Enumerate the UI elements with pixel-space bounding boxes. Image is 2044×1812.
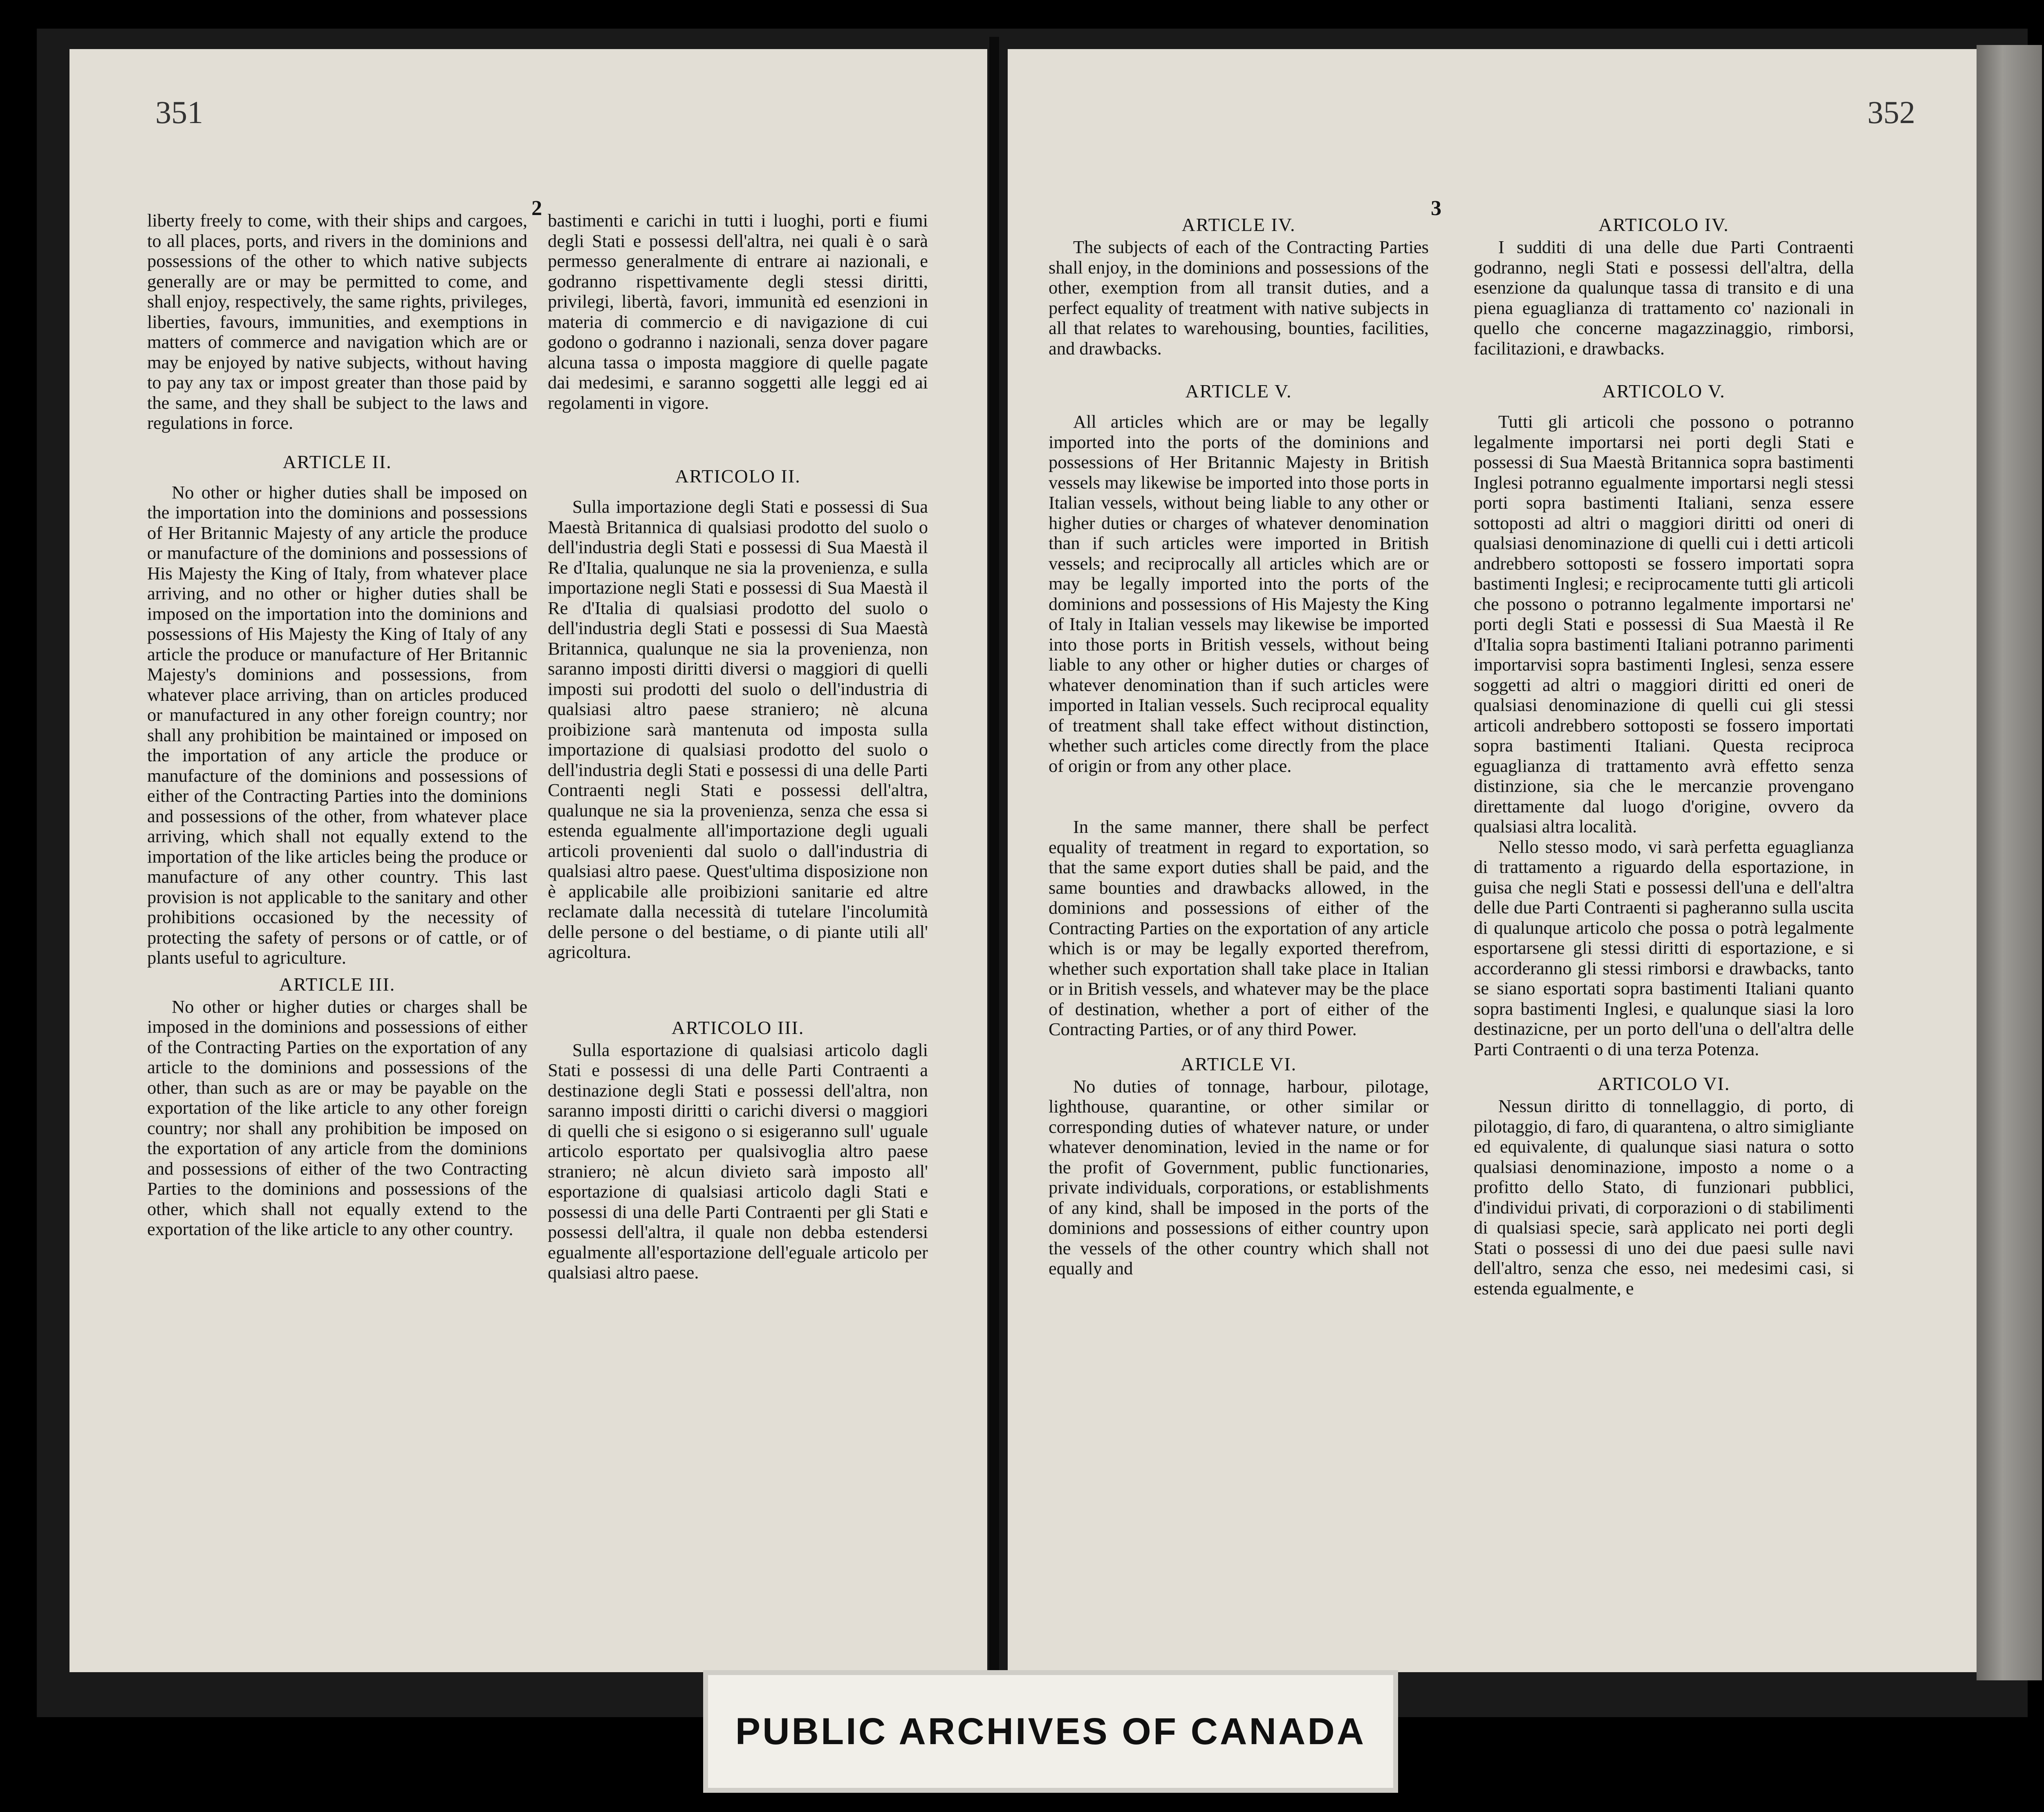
italian-article-vi-text: Nessun diritto di tonnellaggio, di porto, di pilotaggio, di faro, di quarantena, o altro simigliante ed equivalente, di qualunque siasi natura o sotto qualsiasi denominazione, imposto a nome o a profitto dello Stato, di funzionari pubblici, d'individui privati, di corporazioni o di stabilimenti di qualsiasi specie, sarà applicato nei porti degli Stati o possessi di uno dei due paesi sulle navi dell'altro, senza che esso, nei medesimi casi, si estenda egualmente, e [1474,1096,1854,1298]
italian-column-left [548,211,928,1283]
heading-articolo-iv: ARTICOLO IV. [1598,214,1729,235]
heading-articolo-iii: ARTICOLO III. [671,1017,805,1038]
heading-articolo-v: ARTICOLO V. [1602,381,1726,401]
heading-articolo-ii: ARTICOLO II. [675,466,801,487]
english-article-iv-text: The subjects of each of the Contracting Parties shall enjoy, in the dominions and possessions of the other, exemption from all transit duties, and a perfect equality of treatment with native subjects in all that relates to warehousing, bounties, facilities, and drawbacks. [1049,237,1429,359]
english-article-ii-text: No other or higher duties shall be imposed on the importation into the dominions and possessions of Her Britannic Majesty of any article the produce or manufacture of the dominions and possessions of His Majesty the King of Italy, from whatever place arriving, and no other or higher duties shall be imposed on the importation into the dominions and possessions of His Majesty the King of Italy of any article the produce or manufacture of Her Britannic Majesty's dominions and possessions, from whatever place arriving, than on articles produced or manufactured in any other foreign country; nor shall any prohibition be maintained or imposed on the importation of any article the produce or manufacture of the dominions and possessions of either of the Contracting Parties into the dominions and possessions of the other, from whatever place arriving, which shall not equally extend to the importation of the like articles being the produce or manufacture of any other country. This last provision is not applicable to the sanitary and other prohibitions occasioned by the necessity of protecting the safety of persons or of cattle, or of plants useful to agriculture. [147,482,527,968]
english-article-i-continued: liberty freely to come, with their ships and cargoes, to all places, ports, and rivers in the dominions and possessions of the other to which native subjects generally are or may be permitted to come, and shall enjoy, respectively, the same rights, privileges, liberties, favours, immunities, and exemptions in matters of commerce and navigation which are or may be enjoyed by native subjects, without having to pay any tax or impost greater than those paid by the same, and they shall be subject to the laws and regulations in force. [147,210,527,433]
heading-article-v: ARTICLE V. [1185,381,1292,401]
english-column-left [147,211,527,1240]
italian-article-iii-text: Sulla esportazione di qualsiasi articolo dagli Stati e possessi di una delle Parti Contraenti a destinazione degli Stati e possessi dell'altra, non saranno imposti diritti o carichi diversi o maggiori di quelli che si esigono o si esigeranno sull' uguale articolo esportato per qualsivoglia altro paese straniero; nè alcun divieto sarà imposto all' esportazione di qualsiasi articolo dagli Stati e possessi di una delle Parti Contraenti per gli Stati e possessi dell'altra, il quale non debba estendersi egualmente all'esportazione dell'eguale articolo per qualsiasi altro paese. [548,1039,928,1283]
italian-article-v-text-a: Tutti gli articoli che possono o potranno legalmente importarsi nei porti degli Stati e possessi di Sua Maestà Britannica sopra bastimenti Inglesi potranno egualmente importarsi negli stessi porti sopra bastimenti Italiani, senza essere sottoposti ad altri o maggiori diritti od oneri di qualsiasi denominazione di quelli cui i detti articoli andrebbero sottoposti se fossero importati sopra bastimenti Inglesi; e reciprocamente tutti gli articoli che possono o potranno legalmente importarsi ne' porti degli Stati e possessi di Sua Maestà il Re d'Italia sopra bastimenti Italiani potranno parimenti importarvisi sopra bastimenti Inglesi, senza essere soggetti ad altri o maggiori diritti ed oneri de qualsiasi denominazione di quelli cui gli stessi articoli andrebbero sottoposti se fossero importati sopra bastimenti Italiani. Questa reciproca eguaglianza di trattamento avrà effetto senza distinzione, sia che le mercanzie provengano direttamente dal luogo d'origine, ovvero da qualsiasi altra località. [1474,411,1854,836]
italian-article-v-text-b: Nello stesso modo, vi sarà perfetta eguaglianza di trattamento a riguardo della esportazione, in guisa che negli Stati e possessi dell'una e dell'altra delle due Parti Contraenti si pagheranno sulla uscita di qualunque articolo che possa o potrà legalmente esportarsene gli stessi diritti di esportazione, e si accorderanno gli stessi rimborsi e drawbacks, tanto se siano esportati sopra bastimenti Italiani quanto sopra bastimenti Inglesi, e qualunque siasi la loro destinazicne, per un porto dell'una o dell'altra delle Parti Contraenti o di una terza Potenza. [1474,836,1854,1059]
english-article-v-text-b: In the same manner, there shall be perfect equality of treatment in regard to exportation, so that the same export duties shall be paid, and the same bounties and drawbacks allowed, in the dominions and possessions of either of the Contracting Parties on the exportation of any article which is or may be legally exported therefrom, whether such exportation shall take place in Italian or in British vessels, and whatever may be the place of destination, whether a port of either of the Contracting Parties, or of any third Power. [1049,816,1429,1039]
heading-article-ii: ARTICLE II. [282,451,392,472]
english-article-v-text-a: All articles which are or may be legally imported into the ports of the dominions and possessions of Her Britannic Majesty in British vessels may likewise be imported into those ports in Italian vessels, without being liable to any other or higher duties or charges of whatever denomination than if such articles were imported in British vessels; and reciprocally all articles which are or may be legally imported into the ports of the dominions and possessions of His Majesty the King of Italy in Italian vessels may likewise be imported into those ports in British vessels, without being liable to any other or higher duties or charges of whatever denomination than if such articles were imported in Italian vessels. Such reciprocal equality of treatment shall take effect without distinction, whether such articles come directly from the place of origin or from any other place. [1049,411,1429,776]
page-edge [1977,45,2042,1680]
italian-article-iv-text: I sudditi di una delle due Parti Contraenti godranno, negli Stati e possessi dell'altra, della esenzione da qualunque tassa di transito e di una piena eguaglianza di trattamento co' nazionali in quello che concerne magazzinaggio, rimborsi, facilitazioni, e drawbacks. [1474,237,1854,359]
english-article-iii-text: No other or higher duties or charges shall be imposed in the dominions and possessions of either of the Contracting Parties on the exportation of any article to the dominions and possessions of the other, than such as are or may be payable on the exportation of the like article to any other foreign country; nor shall any prohibition be imposed on the exportation of any article from the dominions and possessions of either of the two Contracting Parties to the dominions and possessions of the other, which shall not equally extend to the exportation of the like article to any other country. [147,996,527,1239]
sheet-number-right: 3 [1431,197,1441,220]
left-page [69,49,987,1672]
italian-column-right [1474,213,1854,1298]
book-spine [989,37,999,1680]
english-column-right [1049,213,1429,1279]
heading-article-iii: ARTICLE III. [279,973,396,995]
sheet-number-left: 2 [531,197,542,220]
archive-stamp: PUBLIC ARCHIVES OF CANADA [703,1670,1398,1793]
english-article-vi-text: No duties of tonnage, harbour, pilotage, lighthouse, quarantine, or other similar or corresponding duties of whatever nature, or under whatever denomination, levied in the name or for the profit of Government, public functionaries, private individuals, corporations, or establishments of any kind, shall be imposed in the ports of the dominions and possessions of either country upon the vessels of the other country which shall not equally and [1049,1076,1429,1278]
right-page [1008,49,1977,1672]
italian-article-i-continued: bastimenti e carichi in tutti i luoghi, porti e fiumi degli Stati e possessi dell'altra, nei quali è o sarà permesso generalmente di entrare ai nazionali, e godranno rispettivamente degli stessi diritti, privilegi, libertà, favori, immunità ed esenzioni in materia di commercio e di navigazione di cui godono o godranno i nazionali, senza dover pagare alcuna tassa o imposta maggiore di quelle pagate dai medesimi, e saranno soggetti alle leggi ed ai regolamenti in vigore. [548,210,928,413]
heading-article-vi: ARTICLE VI. [1180,1053,1297,1074]
italian-article-ii-text: Sulla importazione degli Stati e possessi di Sua Maestà Britannica di qualsiasi prodotto del suolo o dell'industria degli Stati e possessi di Sua Maestà il Re d'Italia, qualunque ne sia la provenienza, e sulla importazione negli Stati e possessi di Sua Maestà il Re d'Italia di qualsiasi prodotto del suolo o dell'industria degli Stati e possessi di Sua Maestà Britannica, qualunque ne sia la provenienza, non saranno imposti diritti diversi o maggiori di quelli imposti sui prodotti del suolo o dell'industria di qualsiasi altro paese straniero; nè alcuna proibizione sarà mantenuta od imposta sulla importazione di qualsiasi prodotto del suolo o dell'industria degli Stati e possessi di una delle Parti Contraenti negli Stati e possessi dell'altra, qualunque ne sia la provenienza, senza che essa si estenda egualmente all'importazione degli uguali articoli provenienti dal suolo o dall'industria di qualsiasi altro paese. Quest'ultima disposizione non è applicabile alle proibizioni sanitarie ed altre reclamate dalla necessità di tutelare l'incolumità delle persone o del bestiame, o di piante utili all' agricoltura. [548,496,928,962]
page-number-right: 352 [1867,94,1915,130]
heading-articolo-vi: ARTICOLO VI. [1597,1073,1730,1094]
page-number-left: 351 [155,94,203,130]
heading-article-iv: ARTICLE IV. [1181,214,1296,235]
